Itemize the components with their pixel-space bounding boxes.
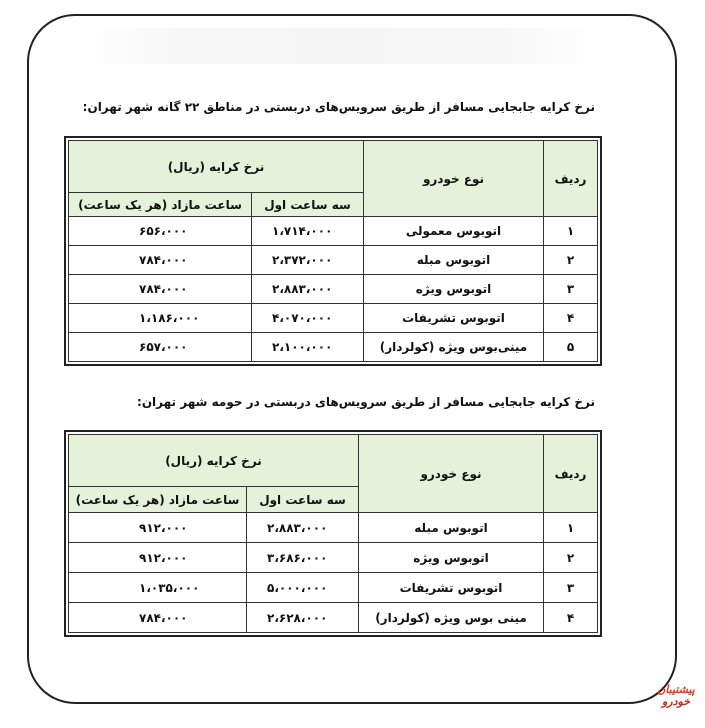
table-row <box>69 543 598 573</box>
extra-hour-fare: ۶۵۷،۰۰۰ <box>69 333 252 362</box>
table-row <box>69 217 598 246</box>
first-three-hours-fare: ۵،۰۰۰،۰۰۰ <box>247 573 359 603</box>
row-number: ۱ <box>544 217 598 246</box>
table2-caption: نرخ کرایه جابجایی مسافر از طریق سرویس‌های دربستی در حومه شهر تهران: <box>137 395 595 409</box>
vehicle-name: اتوبوس معمولی <box>364 217 544 246</box>
extra-hour-fare: ۷۸۴،۰۰۰ <box>69 275 252 304</box>
row-number: ۴ <box>544 603 598 633</box>
row-number: ۲ <box>544 543 598 573</box>
table-row <box>69 304 598 333</box>
vehicle-name: مینی‌بوس ویژه (کولردار) <box>364 333 544 362</box>
header-fare-group: نرخ کرایه (ریال) <box>69 435 359 487</box>
first-three-hours-fare: ۲،۸۸۳،۰۰۰ <box>252 275 364 304</box>
first-three-hours-fare: ۱،۷۱۴،۰۰۰ <box>252 217 364 246</box>
extra-hour-fare: ۹۱۲،۰۰۰ <box>69 543 247 573</box>
vehicle-name: اتوبوس ویژه <box>364 275 544 304</box>
header-row-no: ردیف <box>544 435 598 513</box>
header-row-no: ردیف <box>544 141 598 217</box>
fare-table-tehran-districts <box>68 140 598 362</box>
row-number: ۳ <box>544 573 598 603</box>
table-row <box>69 333 598 362</box>
first-three-hours-fare: ۲،۶۲۸،۰۰۰ <box>247 603 359 633</box>
vehicle-name: اتوبوس مبله <box>359 513 544 543</box>
vehicle-name: اتوبوس مبله <box>364 246 544 275</box>
header-extra-hour: ساعت مازاد (هر یک ساعت) <box>69 487 247 513</box>
row-number: ۳ <box>544 275 598 304</box>
first-three-hours-fare: ۴،۰۷۰،۰۰۰ <box>252 304 364 333</box>
extra-hour-fare: ۷۸۴،۰۰۰ <box>69 603 247 633</box>
table-row <box>69 513 598 543</box>
first-three-hours-fare: ۳،۶۸۶،۰۰۰ <box>247 543 359 573</box>
header-extra-hour: ساعت مازاد (هر یک ساعت) <box>69 193 252 217</box>
header-first-three-hours: سه ساعت اول <box>247 487 359 513</box>
extra-hour-fare: ۱،۱۸۶،۰۰۰ <box>69 304 252 333</box>
table-row <box>69 246 598 275</box>
extra-hour-fare: ۶۵۶،۰۰۰ <box>69 217 252 246</box>
table-row <box>69 573 598 603</box>
header-vehicle-type: نوع خودرو <box>364 141 544 217</box>
table1-caption: نرخ کرایه جابجایی مسافر از طریق سرویس‌های دربستی در مناطق ۲۲ گانه شهر تهران: <box>82 100 595 114</box>
extra-hour-fare: ۹۱۲،۰۰۰ <box>69 513 247 543</box>
first-three-hours-fare: ۲،۱۰۰،۰۰۰ <box>252 333 364 362</box>
table-row <box>69 603 598 633</box>
table-row <box>69 275 598 304</box>
header-vehicle-type: نوع خودرو <box>359 435 544 513</box>
vehicle-name: اتوبوس تشریفات <box>364 304 544 333</box>
first-three-hours-fare: ۲،۳۷۲،۰۰۰ <box>252 246 364 275</box>
logo-line1: پیشتیبان <box>657 683 695 696</box>
faded-watermark <box>80 28 600 64</box>
brand-logo <box>652 684 700 720</box>
first-three-hours-fare: ۲،۸۸۳،۰۰۰ <box>247 513 359 543</box>
row-number: ۵ <box>544 333 598 362</box>
vehicle-name: اتوبوس تشریفات <box>359 573 544 603</box>
row-number: ۱ <box>544 513 598 543</box>
header-fare-group: نرخ کرایه (ریال) <box>69 141 364 193</box>
header-first-three-hours: سه ساعت اول <box>252 193 364 217</box>
row-number: ۴ <box>544 304 598 333</box>
logo-line2: خودرو <box>661 695 690 708</box>
row-number: ۲ <box>544 246 598 275</box>
extra-hour-fare: ۱،۰۳۵،۰۰۰ <box>69 573 247 603</box>
extra-hour-fare: ۷۸۴،۰۰۰ <box>69 246 252 275</box>
fare-table-tehran-suburbs <box>68 434 598 633</box>
vehicle-name: اتوبوس ویژه <box>359 543 544 573</box>
vehicle-name: مینی بوس ویژه (کولردار) <box>359 603 544 633</box>
